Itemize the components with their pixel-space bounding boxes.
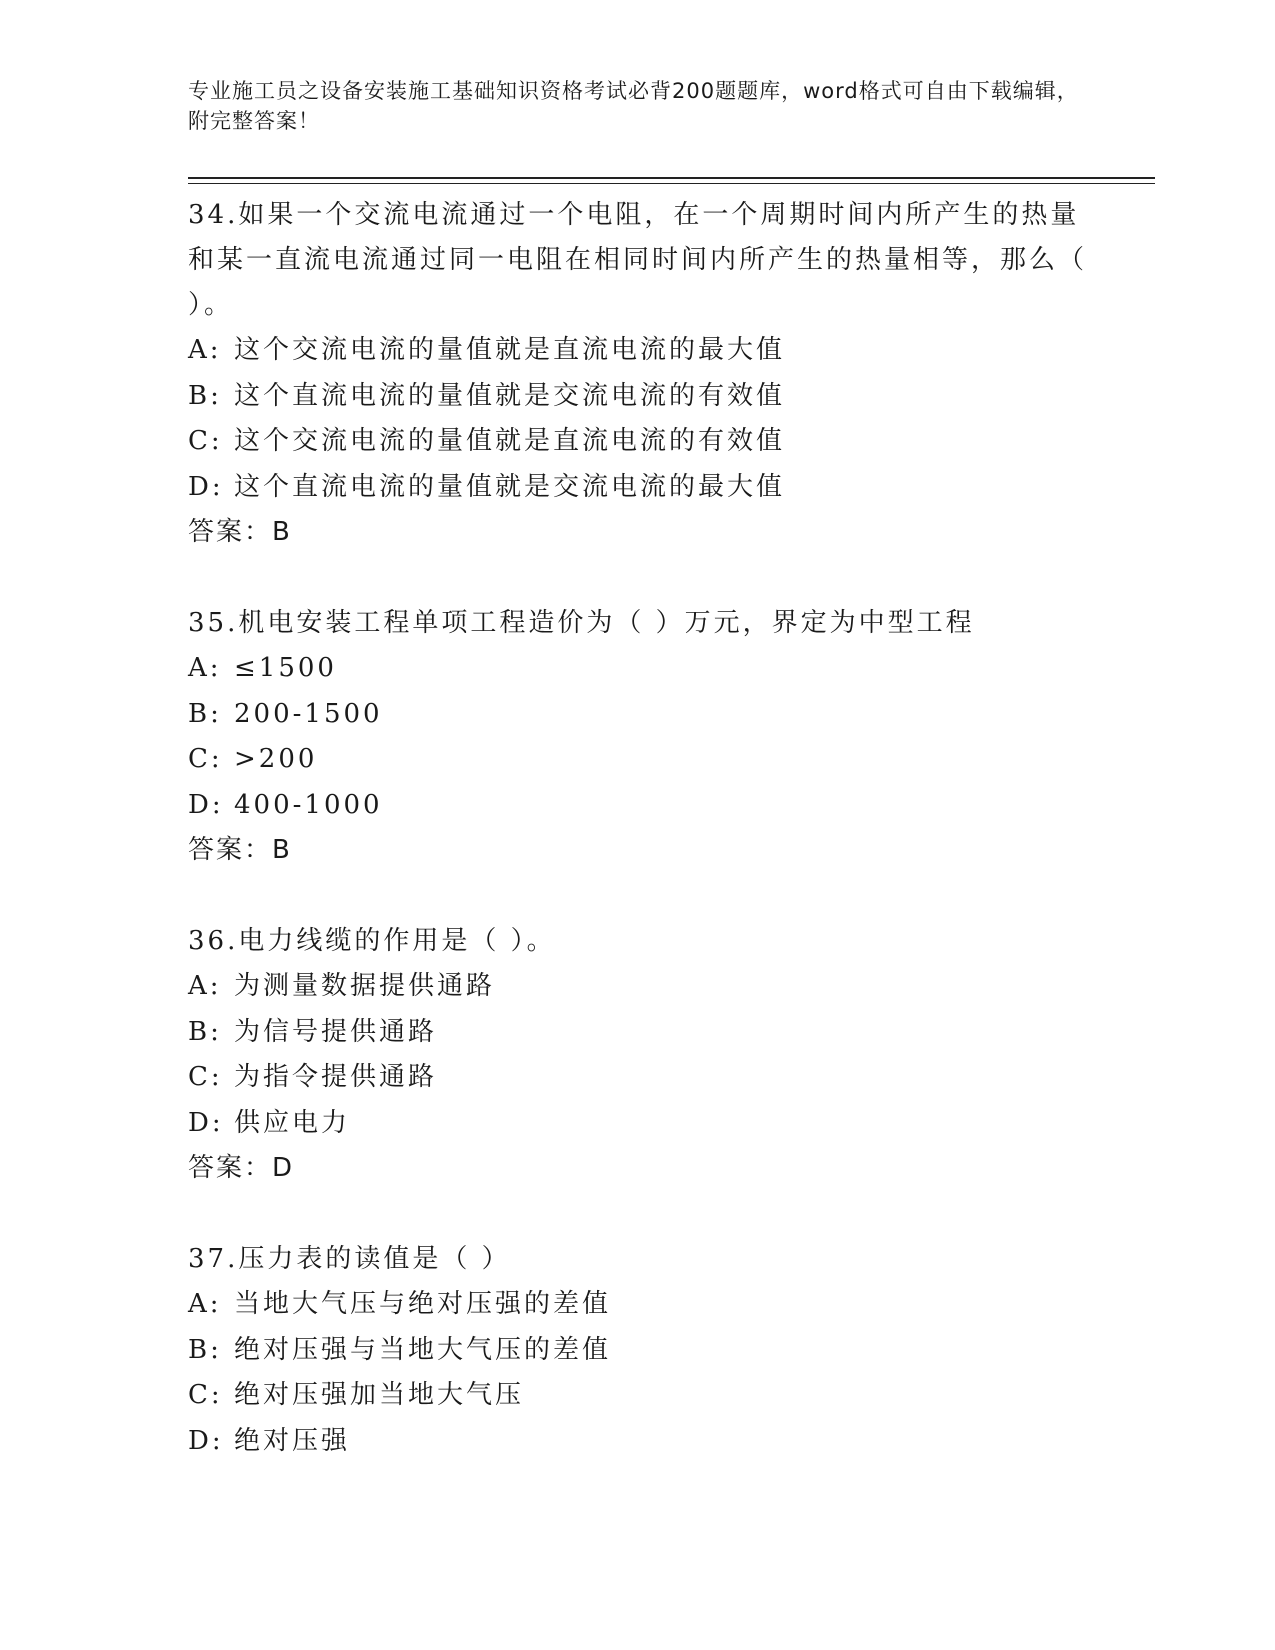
- option-b: [188, 374, 1148, 420]
- option-letter: C:: [188, 1062, 223, 1092]
- option-letter: B:: [188, 698, 222, 729]
- option-letter: B:: [188, 1016, 222, 1047]
- option-d: [188, 1419, 1148, 1465]
- option-letter: B:: [188, 380, 222, 411]
- question-35: [188, 601, 1148, 873]
- question-stem: [188, 601, 1088, 646]
- option-d: [188, 1101, 1148, 1147]
- option-letter: D:: [188, 789, 224, 820]
- question-text: 压力表的读值是（ ）: [238, 1244, 511, 1274]
- option-text: 这个直流电流的量值就是交流电流的有效值: [234, 380, 786, 411]
- question-stem: [188, 919, 1088, 964]
- option-text: 为指令提供通路: [234, 1062, 438, 1092]
- header-divider-thick: [188, 177, 1155, 179]
- option-b: [188, 1328, 1148, 1374]
- option-letter: C:: [188, 1380, 223, 1410]
- option-text: 这个交流电流的量值就是直流电流的最大值: [234, 335, 786, 365]
- question-36: [188, 919, 1148, 1191]
- question-text: 如果一个交流电流通过一个电阻，在一个周期时间内所产生的热量和某一直流电流通过同一电阻在相同时间内所产生的热量相等，那么（ ）。: [188, 200, 1088, 320]
- option-text: >200: [234, 744, 318, 774]
- document-header: 专业施工员之设备安装施工基础知识资格考试必背200题题库，word格式可自由下载编辑，附完整答案！: [188, 79, 1079, 133]
- option-letter: C:: [188, 744, 223, 774]
- option-text: 200-1500: [234, 698, 383, 729]
- option-letter: D:: [188, 471, 224, 502]
- option-letter: D:: [188, 1425, 224, 1456]
- answer-line: 答案：D: [188, 1153, 295, 1183]
- option-text: ≤1500: [234, 653, 337, 683]
- question-37: [188, 1237, 1148, 1464]
- option-b: [188, 1010, 1148, 1056]
- question-number: 37.: [188, 1244, 239, 1274]
- question-stem: [188, 1237, 1088, 1282]
- option-text: 当地大气压与绝对压强的差值: [234, 1289, 612, 1319]
- question-text: 机电安装工程单项工程造价为（ ）万元，界定为中型工程: [238, 608, 975, 638]
- option-letter: A:: [188, 1289, 222, 1319]
- option-letter: A:: [188, 335, 222, 365]
- option-a: [188, 646, 1148, 692]
- header-divider-thin: [188, 183, 1155, 184]
- option-letter: A:: [188, 971, 222, 1001]
- option-text: 400-1000: [234, 789, 383, 820]
- option-d: [188, 783, 1148, 829]
- question-text: 电力线缆的作用是（ ）。: [238, 926, 556, 956]
- option-a: [188, 964, 1148, 1010]
- option-c: [188, 419, 1148, 465]
- option-text: 这个交流电流的量值就是直流电流的有效值: [234, 426, 786, 456]
- option-letter: B:: [188, 1334, 222, 1365]
- option-c: [188, 1055, 1148, 1101]
- option-d: [188, 465, 1148, 511]
- question-number: 36.: [188, 926, 239, 956]
- question-stem: [188, 193, 1088, 328]
- option-letter: C:: [188, 426, 223, 456]
- answer-line: 答案：B: [188, 517, 292, 547]
- option-text: 绝对压强: [234, 1425, 351, 1456]
- option-a: [188, 1282, 1148, 1328]
- answer-line: 答案：B: [188, 835, 292, 865]
- option-text: 为信号提供通路: [234, 1016, 438, 1047]
- question-number: 34.: [188, 200, 239, 230]
- option-text: 供应电力: [234, 1107, 351, 1138]
- question-34: [188, 193, 1148, 555]
- option-letter: D:: [188, 1107, 224, 1138]
- option-letter: A:: [188, 653, 222, 683]
- option-c: [188, 1373, 1148, 1419]
- option-c: [188, 737, 1148, 783]
- option-text: 绝对压强加当地大气压: [234, 1380, 525, 1410]
- option-text: 为测量数据提供通路: [234, 971, 496, 1001]
- option-text: 绝对压强与当地大气压的差值: [234, 1334, 612, 1365]
- question-number: 35.: [188, 608, 239, 638]
- option-a: [188, 328, 1148, 374]
- question-list: [188, 193, 1148, 1510]
- option-b: [188, 692, 1148, 738]
- option-text: 这个直流电流的量值就是交流电流的最大值: [234, 471, 786, 502]
